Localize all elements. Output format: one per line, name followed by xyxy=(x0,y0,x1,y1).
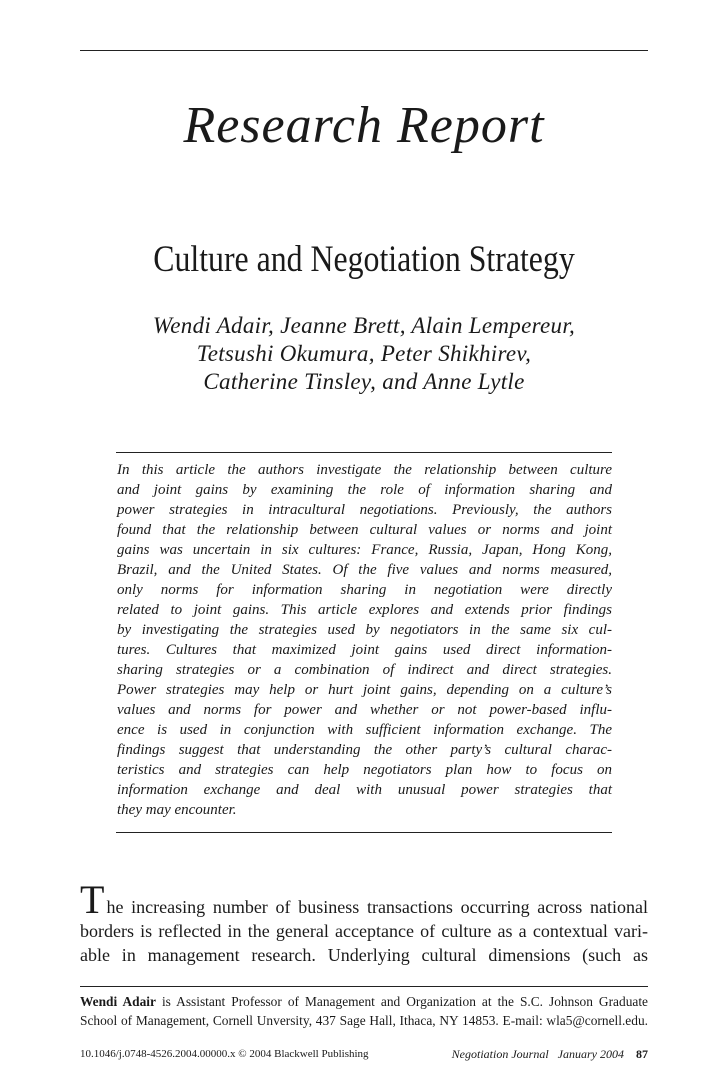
footnote-line xyxy=(80,992,648,1011)
article-title: Culture and Negotiation Strategy xyxy=(153,239,575,280)
page-number: 87 xyxy=(636,1047,648,1061)
body-first-line xyxy=(80,877,648,922)
footnote-author-name: Wendi Adair xyxy=(80,994,156,1009)
abstract-line: related to joint gains. This article explores and extends prior findings xyxy=(117,602,612,618)
top-rule xyxy=(80,50,648,51)
abstract-line: teristics and strategies can help negotiators plan how to focus on xyxy=(117,762,612,778)
body-first-line-text: he increasing number of business transactions occurring across national xyxy=(106,897,648,917)
author-line: Wendi Adair, Jeanne Brett, Alain Lempereur, xyxy=(152,313,576,338)
abstract xyxy=(117,460,612,820)
abstract-line: by investigating the strategies used by negotiators in the same six cul- xyxy=(117,622,612,638)
body-line: borders is reflected in the general acceptance of culture as a contextual vari- xyxy=(80,921,648,941)
footnote-line: School of Management, Cornell Unversity, 437 Sage Hall, Ithaca, NY 14853. E-mail: wla5@cornell.edu. xyxy=(80,1013,648,1028)
abstract-bottom-rule xyxy=(116,832,612,833)
abstract-line: tures. Cultures that maximized joint gains used direct information- xyxy=(117,642,612,658)
drop-cap: T xyxy=(80,877,105,922)
author-line: Catherine Tinsley, and Anne Lytle xyxy=(203,369,525,394)
body-line: able in management research. Underlying cultural dimensions (such as xyxy=(80,945,648,965)
author-footnote xyxy=(80,992,648,1030)
footnote-rule xyxy=(80,986,648,987)
journal-info xyxy=(452,1046,648,1062)
abstract-line: sharing strategies or a combination of indirect and direct strategies. xyxy=(117,662,612,678)
journal-name: Negotiation Journal xyxy=(451,1047,549,1061)
author-line: Tetsushi Okumura, Peter Shikhirev, xyxy=(196,341,532,366)
abstract-line: only norms for information sharing in negotiation were directly xyxy=(117,582,612,598)
abstract-line: values and norms for power and whether or not power-based influ- xyxy=(117,702,612,718)
body-paragraph xyxy=(80,877,648,967)
abstract-top-rule xyxy=(116,452,612,453)
page-footer xyxy=(80,1046,648,1062)
section-label: Research Report xyxy=(183,97,545,154)
abstract-line: findings suggest that understanding the other party’s cultural charac- xyxy=(117,742,612,758)
abstract-line: ence is used in conjunction with sufficient information exchange. The xyxy=(117,722,612,738)
abstract-line: Power strategies may help or hurt joint gains, depending on a culture’s xyxy=(117,682,612,698)
abstract-line: found that the relationship between cultural values or norms and joint xyxy=(117,522,612,538)
issue-date: January 2004 xyxy=(557,1047,624,1061)
author-list xyxy=(0,312,728,396)
abstract-line: gains was uncertain in six cultures: France, Russia, Japan, Hong Kong, xyxy=(117,542,612,558)
footnote-text: is Assistant Professor of Management and Organization at the S.C. Johnson Graduate xyxy=(155,994,648,1009)
abstract-line: Brazil, and the United States. Of the five values and norms measured, xyxy=(117,562,612,578)
abstract-line: and joint gains by examining the role of information sharing and xyxy=(117,482,612,498)
doi-copyright: 10.1046/j.0748-4526.2004.00000.x © 2004 Blackwell Publishing xyxy=(80,1048,369,1060)
abstract-line: In this article the authors investigate the relationship between culture xyxy=(117,462,612,478)
abstract-line: they may encounter. xyxy=(117,802,237,818)
abstract-line: power strategies in intracultural negotiations. Previously, the authors xyxy=(117,502,612,518)
abstract-line: information exchange and deal with unusual power strategies that xyxy=(117,782,612,798)
